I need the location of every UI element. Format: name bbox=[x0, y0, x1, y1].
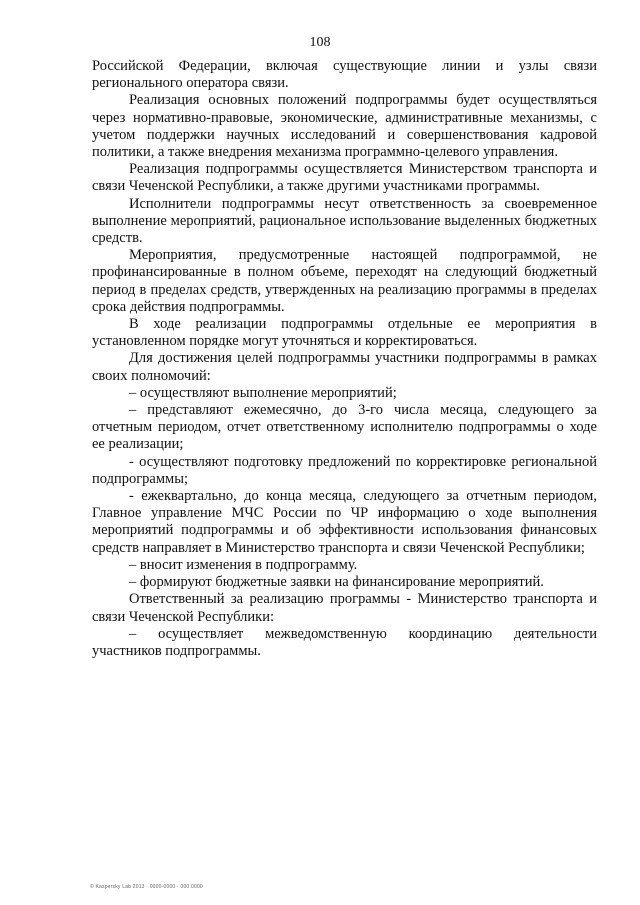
paragraph: Исполнители подпрограммы несут ответственность за своевременное выполнение мероприятий, рациональное использование выделенных бюджетных средств. bbox=[92, 195, 597, 247]
paragraph: – формируют бюджетные заявки на финансирование мероприятий. bbox=[129, 574, 544, 591]
paragraph: Ответственный за реализацию программы - Министерство транспорта и связи Чеченской Республики: bbox=[92, 591, 597, 625]
paragraph: Реализация подпрограммы осуществляется Министерством транспорта и связи Чеченской Республики, а также другими участниками программы. bbox=[92, 161, 597, 195]
paragraph: В ходе реализации подпрограммы отдельные ее мероприятия в установленном порядке могут уточняться и корректироваться. bbox=[92, 316, 597, 350]
paragraph: – осуществляет межведомственную координацию деятельности участников подпрограммы. bbox=[92, 625, 597, 659]
paragraph: Российской Федерации, включая существующие линии и узлы связи регионального оператора связи. bbox=[92, 58, 597, 92]
paragraph: Мероприятия, предусмотренные настоящей подпрограммой, не профинансированные в полном объеме, переходят на следующий бюджетный период в пределах средств, утвержденных на реализацию программы в пределах срока действия подпрограммы. bbox=[92, 247, 597, 315]
paragraph: - осуществляют подготовку предложений по корректировке региональной подпрограммы; bbox=[92, 453, 597, 487]
paragraph: Реализация основных положений подпрограммы будет осуществляться через нормативно-правовые, экономические, административные механизмы, с учетом поддержки научных исследований и совершенствования кадровой политики, а также внедрения механизма программно-целевого управления. bbox=[92, 92, 597, 161]
paragraph: - ежеквартально, до конца месяца, следующего за отчетным периодом, Главное управление МЧС России по ЧР информацию о ходе выполнения мероприятий подпрограммы и об эффективности использования финансовых средств направляет в Министерство транспорта и связи Чеченской Республики; bbox=[92, 488, 597, 556]
paragraph: Для достижения целей подпрограммы участники подпрограммы в рамках своих полномочий: bbox=[92, 350, 597, 384]
document-body bbox=[92, 58, 597, 660]
paragraph: – представляют ежемесячно, до 3-го числа месяца, следующего за отчетным периодом, отчет ответственному исполнителю подпрограммы о ходе ее реализации; bbox=[92, 402, 597, 453]
paragraph: – вносит изменения в подпрограмму. bbox=[129, 556, 358, 573]
page-number: 108 bbox=[309, 35, 331, 50]
footer-stamp: © Kaspersky Lab 2013 · 0000-0000 · 000 0000 bbox=[90, 884, 203, 890]
paragraph: – осуществляют выполнение мероприятий; bbox=[129, 384, 397, 401]
